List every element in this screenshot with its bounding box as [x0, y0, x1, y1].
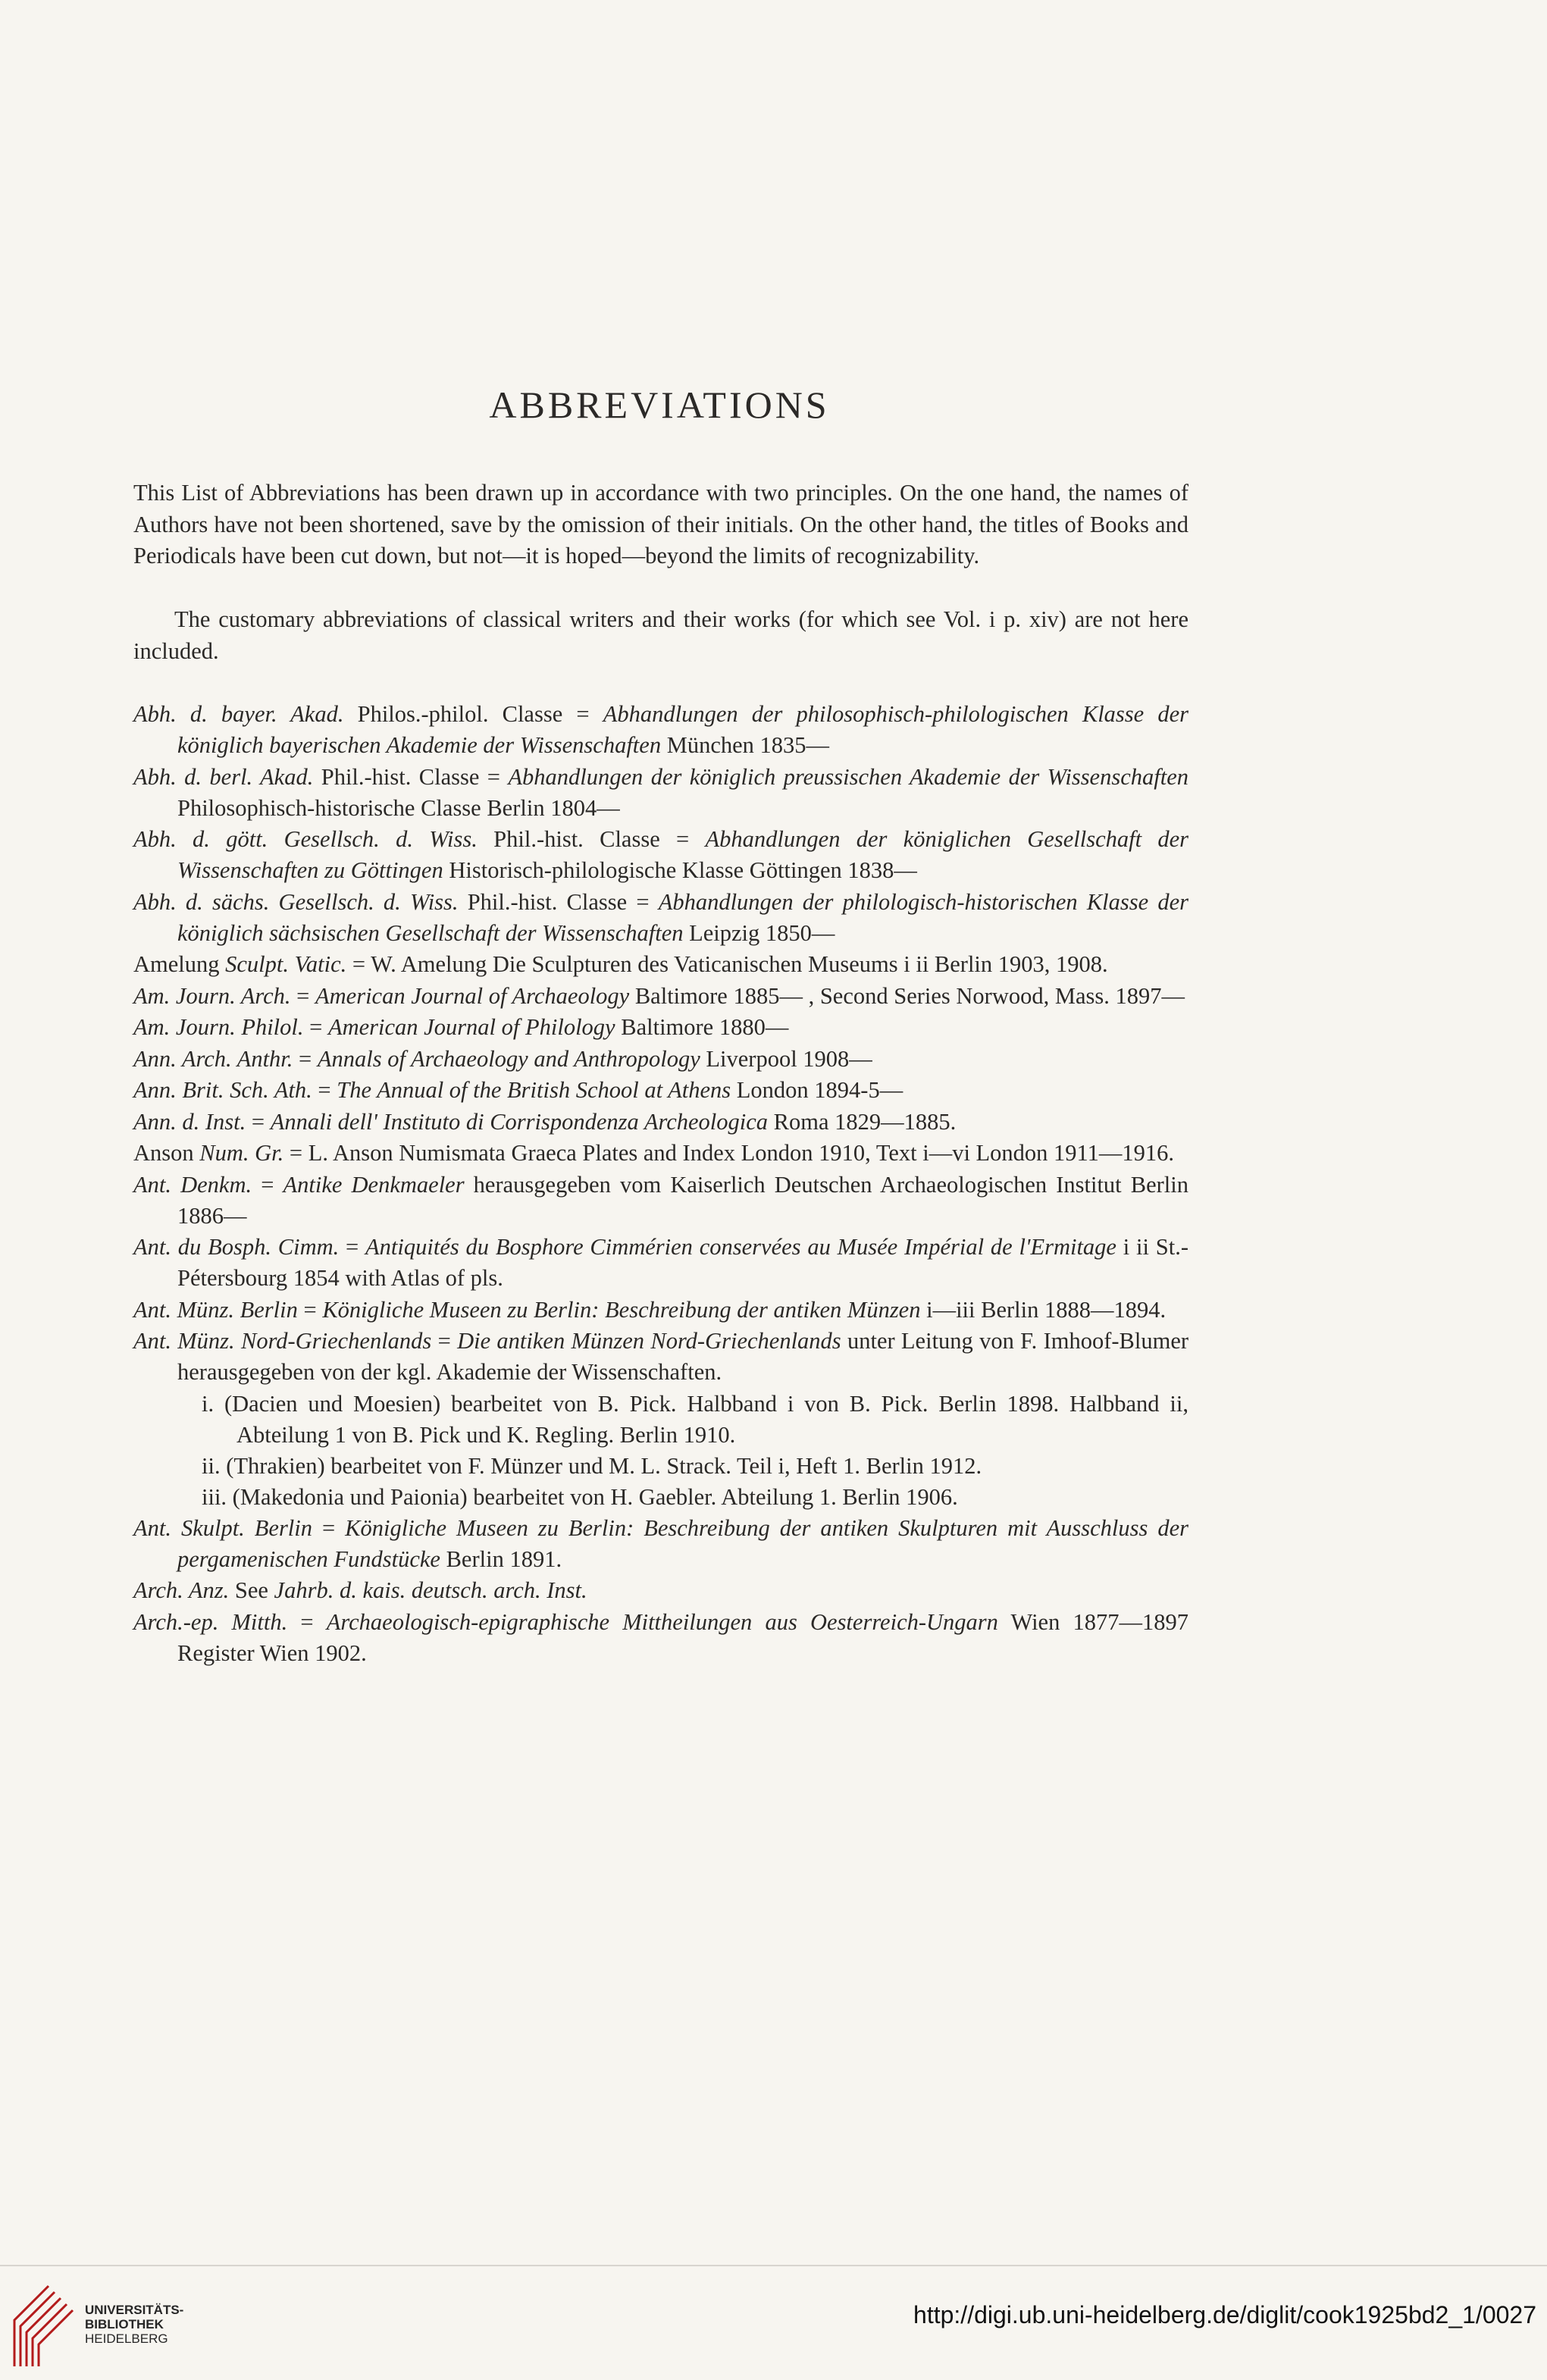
- full-title: Antike Denkmaeler: [283, 1171, 465, 1198]
- abbreviation: Ant. Münz. Berlin: [133, 1296, 298, 1323]
- abbreviation: Ann. d. Inst.: [133, 1108, 246, 1135]
- abbreviation-entry: Ant. Denkm. = Antike Denkmaeler herausgegeben vom Kaiserlich Deutschen Archaeologischen Institut Berlin 1886—: [133, 1171, 1188, 1229]
- footer-bar: [0, 2265, 1547, 2380]
- full-title: American Journal of Philology: [327, 1014, 615, 1040]
- abbreviation-entry: Ann. Brit. Sch. Ath. = The Annual of the British School at Athens London 1894-5—: [133, 1077, 903, 1103]
- abbreviation: Am. Journ. Arch.: [133, 982, 291, 1009]
- abbreviation: Abh. d. bayer. Akad.: [133, 701, 344, 727]
- abbreviation: Ant. Skulpt. Berlin: [133, 1514, 313, 1541]
- abbreviation-entry: Abh. d. berl. Akad. Phil.-hist. Classe = Abhandlungen der königlich preussischen Akademie der Wissenschaften Philosophisch-historische Classe Berlin 1804—: [133, 763, 1188, 821]
- abbreviation: Arch. Anz.: [133, 1577, 230, 1603]
- abbreviation: Abh. d. gött. Gesellsch. d. Wiss.: [133, 826, 478, 852]
- abbreviation: Abh. d. berl. Akad.: [133, 763, 314, 790]
- source-url-link[interactable]: http://digi.ub.uni-heidelberg.de/diglit/cook1925bd2_1/0027: [913, 2301, 1536, 2328]
- intro-paragraph: The customary abbreviations of classical writers and their works (for which see Vol. i p. xiv) are not here included.: [133, 606, 1188, 664]
- full-title: Antiquités du Bosphore Cimmérien conservées au Musée Impérial de l'Ermitage: [365, 1234, 1116, 1260]
- sub-entry: iii. (Makedonia und Paionia) bearbeitet von H. Gaebler. Abteilung 1. Berlin 1906.: [202, 1483, 958, 1510]
- full-title: Die antiken Münzen Nord-Griechenlands: [457, 1328, 841, 1354]
- abbreviation-entry: Abh. d. bayer. Akad. Philos.-philol. Classe = Abhandlungen der philosophisch-philologischen Klasse der königlich bayerischen Akademie der Wissenschaften München 1835—: [133, 701, 1189, 758]
- abbreviation-list: [133, 699, 1188, 1669]
- full-title: Königliche Museen zu Berlin: Beschreibung der antiken Skulpturen mit Ausschluss der pergamenischen Fundstücke: [177, 1514, 1188, 1572]
- abbreviation: Ann. Arch. Anthr.: [133, 1045, 293, 1072]
- abbreviation-entry: Anson Num. Gr. = L. Anson Numismata Graeca Plates and Index London 1910, Text i—vi London 1911—1916.: [133, 1140, 1175, 1166]
- abbreviation-entry: Ann. Arch. Anthr. = Annals of Archaeology and Anthropology Liverpool 1908—: [133, 1045, 872, 1072]
- library-logo-icon: [8, 2275, 76, 2374]
- full-title: Annals of Archaeology and Anthropology: [317, 1045, 700, 1072]
- abbreviation-entry: Ant. du Bosph. Cimm. = Antiquités du Bosphore Cimmérien conservées au Musée Impérial de l'Ermitage i ii St.-Pétersbourg 1854 with Atlas of pls.: [133, 1234, 1188, 1291]
- abbreviation-entry: Ant. Münz. Berlin = Königliche Museen zu Berlin: Beschreibung der antiken Münzen i—iii Berlin 1888—1894.: [133, 1296, 1167, 1323]
- full-title: Archaeologisch-epigraphische Mittheilungen aus Oesterreich-Ungarn: [326, 1608, 998, 1635]
- abbreviation-entry: Ann. d. Inst. = Annali dell' Instituto di Corrispondenza Archeologica Roma 1829—1885.: [133, 1108, 957, 1135]
- abbreviation-entry: Am. Journ. Arch. = American Journal of Archaeology Baltimore 1885— , Second Series Norwood, Mass. 1897—: [133, 982, 1185, 1009]
- full-title: American Journal of Archaeology: [315, 982, 630, 1009]
- abbreviation: Abh. d. sächs. Gesellsch. d. Wiss.: [133, 888, 459, 915]
- abbreviation: Ann. Brit. Sch. Ath.: [133, 1077, 312, 1103]
- full-title: Abhandlungen der königlichen Gesellschaft der Wissenschaften zu Göttingen: [177, 826, 1189, 883]
- abbreviation: Arch.-ep. Mitth.: [133, 1608, 288, 1635]
- full-title: The Annual of the British School at Athens: [337, 1077, 731, 1103]
- full-title: Abhandlungen der königlich preussischen Akademie der Wissenschaften: [508, 763, 1188, 790]
- abbreviation-entry: Amelung Sculpt. Vatic. = W. Amelung Die Sculpturen des Vaticanischen Museums i ii Berlin 1903, 1908.: [133, 951, 1108, 977]
- full-title: Abhandlungen der philologisch-historischen Klasse der königlich sächsischen Gesellschaft der Wissenschaften: [177, 888, 1188, 946]
- abbreviation-entry: Ant. Skulpt. Berlin = Königliche Museen zu Berlin: Beschreibung der antiken Skulpturen mit Ausschluss der pergamenischen Fundstücke Berlin 1891.: [133, 1514, 1188, 1572]
- abbreviation-entry: Abh. d. sächs. Gesellsch. d. Wiss. Phil.-hist. Classe = Abhandlungen der philologisch-historischen Klasse der königlich sächsischen Gesellschaft der Wissenschaften Leipzig 1850—: [133, 888, 1188, 946]
- abbreviation-entry: Arch. Anz. See Jahrb. d. kais. deutsch. arch. Inst.: [133, 1577, 587, 1603]
- full-title: Königliche Museen zu Berlin: Beschreibung der antiken Münzen: [322, 1296, 921, 1323]
- sub-entry: i. (Dacien und Moesien) bearbeitet von B. Pick. Halbband i von B. Pick. Berlin 1898. Halbband ii, Abteilung 1 von B. Pick und K. Regling. Berlin 1910.: [202, 1390, 1188, 1448]
- intro-paragraph: This List of Abbreviations has been drawn up in accordance with two principles. On the one hand, the names of Authors have not been shortened, save by the omission of their initials. On the other hand, the titles of Books and Periodicals have been cut down, but not—it is hoped—beyond the limits of recognizability.: [133, 480, 1188, 568]
- abbreviation-entry: Ant. Münz. Nord-Griechenlands = Die antiken Münzen Nord-Griechenlands unter Leitung von F. Imhoof-Blumer herausgegeben von der kgl. Akademie der Wissenschaften.: [133, 1328, 1189, 1385]
- abbreviation: Num. Gr.: [199, 1140, 284, 1166]
- abbreviation: Sculpt. Vatic.: [225, 951, 347, 977]
- abbreviation-entry: Abh. d. gött. Gesellsch. d. Wiss. Phil.-hist. Classe = Abhandlungen der königlichen Gesellschaft der Wissenschaften zu Göttingen Historisch-philologische Klasse Göttingen 1838—: [133, 826, 1189, 883]
- abbreviation: Ant. du Bosph. Cimm.: [133, 1234, 340, 1260]
- abbreviation: Am. Journ. Philol.: [133, 1014, 304, 1040]
- abbreviation: Ant. Münz. Nord-Griechenlands: [133, 1328, 432, 1354]
- full-title: Abhandlungen der philosophisch-philologischen Klasse der königlich bayerischen Akademie der Wissenschaften: [177, 701, 1189, 758]
- full-title: Jahrb. d. kais. deutsch. arch. Inst.: [274, 1577, 587, 1603]
- footer-divider: [0, 2265, 1547, 2266]
- sub-entry: ii. (Thrakien) bearbeitet von F. Münzer und M. L. Strack. Teil i, Heft 1. Berlin 1912.: [202, 1452, 982, 1479]
- abbreviation-entry: Am. Journ. Philol. = American Journal of Philology Baltimore 1880—: [133, 1014, 789, 1040]
- library-name: UNIVERSITÄTS- BIBLIOTHEK HEIDELBERG: [85, 2303, 184, 2346]
- full-title: Annali dell' Instituto di Corrispondenza Archeologica: [270, 1108, 769, 1135]
- abbreviation: Ant. Denkm.: [133, 1171, 252, 1198]
- abbreviation-entry: Arch.-ep. Mitth. = Archaeologisch-epigraphische Mittheilungen aus Oesterreich-Ungarn Wien 1877—1897 Register Wien 1902.: [133, 1608, 1189, 1666]
- page-title: ABBREVIATIONS: [489, 384, 830, 426]
